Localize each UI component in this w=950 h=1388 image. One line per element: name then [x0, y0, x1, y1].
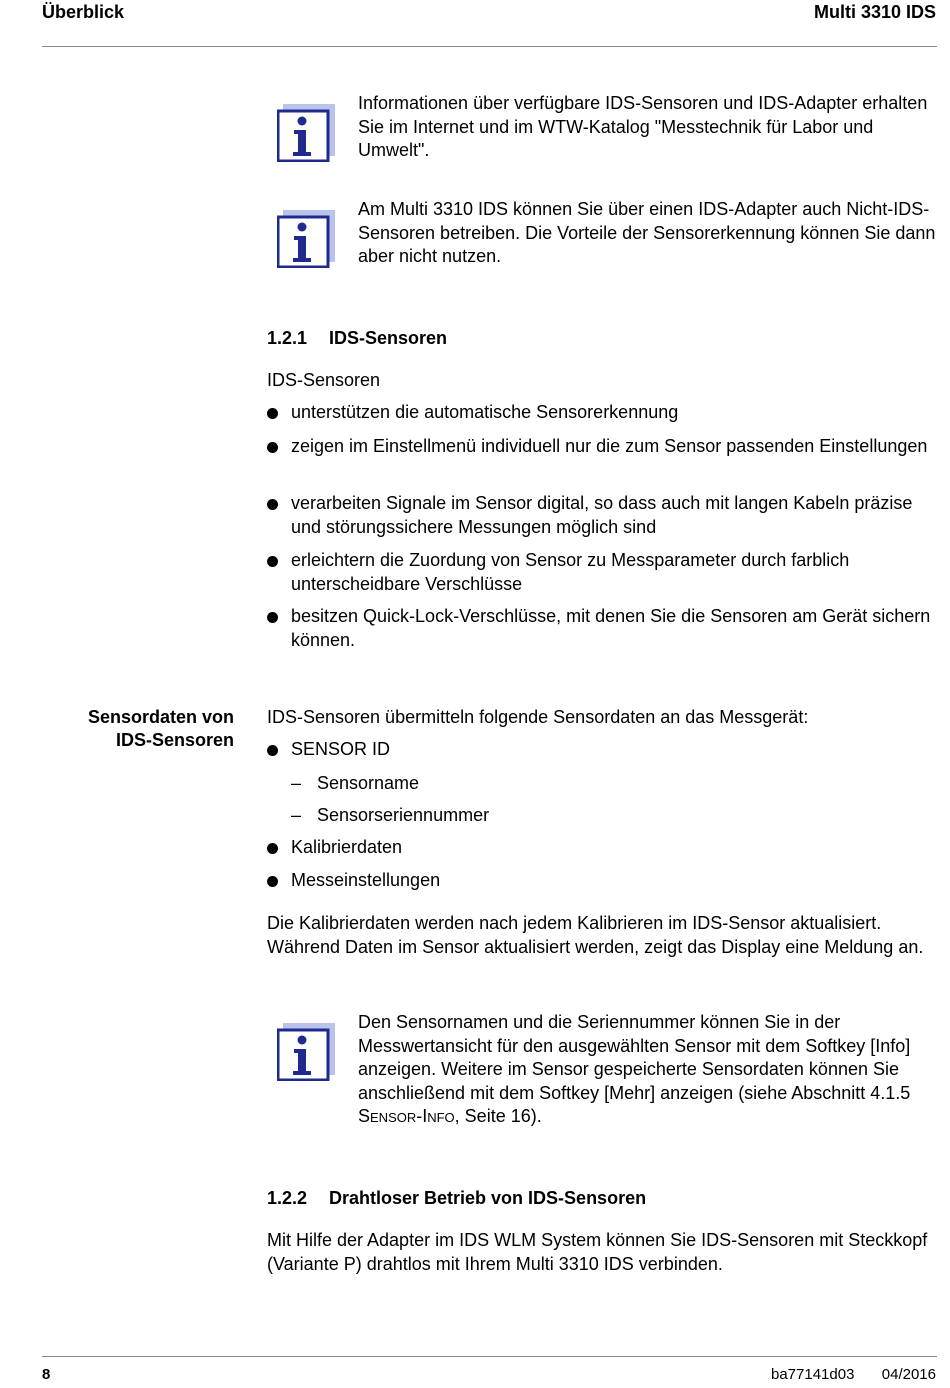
bullet-dot: [267, 556, 278, 567]
bullet-dot: [267, 745, 278, 756]
document-date: 04/2016: [881, 1366, 936, 1383]
list-item: Kalibrierdaten: [267, 836, 939, 860]
section-number: 1.2.2: [267, 1188, 308, 1208]
sub-list-item: – Sensorseriennummer: [291, 805, 490, 825]
bullet-dot: [267, 499, 278, 510]
list-item: SENSOR ID: [267, 738, 939, 762]
wireless-paragraph: Mit Hilfe der Adapter im IDS WLM System können Sie IDS-Sensoren mit Steckkopf (Variante P) drahtlos mit Ihrem Multi 3310 IDS verbinden.: [267, 1230, 928, 1274]
list-item: besitzen Quick-Lock-Verschlüsse, mit denen Sie die Sensoren am Gerät sichern können.: [267, 605, 939, 652]
bullet-dot: [267, 876, 278, 887]
info-icon: [277, 210, 335, 268]
bullet-dot: [267, 612, 278, 623]
side-label: Sensordaten von IDS-Sensoren: [87, 707, 234, 750]
ids-intro: IDS-Sensoren: [267, 370, 381, 390]
sensordata-intro: IDS-Sensoren übermitteln folgende Sensordaten an das Messgerät:: [267, 707, 809, 727]
section-title: IDS-Sensoren: [329, 328, 448, 348]
list-item: erleichtern die Zuordung von Sensor zu Messparameter durch farblich unterscheidbare Verschlüsse: [267, 549, 939, 596]
info-icon: [277, 1023, 335, 1081]
info-icon: [277, 104, 335, 162]
sub-list-item: – Sensorname: [291, 773, 420, 793]
page-number: 8: [42, 1366, 51, 1383]
bullet-dot: [267, 843, 278, 854]
list-item: Messeinstellungen: [267, 869, 939, 893]
note-sensor-info: Den Sensornamen und die Seriennummer können Sie in der Messwertansicht für den ausgewählten Sensor mit dem Softkey [Info] anzeigen. Weitere im Sensor gespeicherte Sensordaten können Sie anschließend mit dem Softkey [Mehr] anzeigen (siehe Abschnitt 4.1.5 Sensor-Info, Seite 16).: [358, 1012, 911, 1126]
section-heading-drahtlos: [267, 1188, 939, 1209]
bullet-dot: [267, 408, 278, 419]
header-product-title: Multi 3310 IDS: [813, 2, 936, 22]
bullet-dot: [267, 442, 278, 453]
note-ids-info: Informationen über verfügbare IDS-Sensoren und IDS-Adapter erhalten Sie im Internet und im WTW-Katalog "Messtechnik für Labor und Umwelt".: [358, 93, 928, 160]
list-item: verarbeiten Signale im Sensor digital, so dass auch mit langen Kabeln präzise und störungssichere Messungen möglich sind: [267, 492, 939, 539]
note-non-ids-sensors: Am Multi 3310 IDS können Sie über einen IDS-Adapter auch Nicht-IDS-Sensoren betreiben. Die Vorteile der Sensorerkennung können Sie dann aber nicht nutzen.: [358, 199, 936, 266]
list-item: unterstützen die automatische Sensorerkennung: [267, 401, 939, 425]
cross-reference[interactable]: Sensor-Info: [358, 1106, 455, 1126]
header-section-title: Überblick: [42, 2, 125, 22]
section-heading-ids-sensoren: [267, 328, 939, 349]
list-item: zeigen im Einstellmenü individuell nur die zum Sensor passenden Einstellungen: [267, 435, 939, 459]
header-rule: [42, 46, 937, 47]
footer-rule: [42, 1356, 937, 1357]
section-number: 1.2.1: [267, 328, 308, 348]
section-title: Drahtloser Betrieb von IDS-Sensoren: [329, 1188, 647, 1208]
document-id: ba77141d03: [771, 1366, 855, 1383]
calibration-paragraph: Die Kalibrierdaten werden nach jedem Kalibrieren im IDS-Sensor aktualisiert. Während Daten im Sensor aktualisiert werden, zeigt das Display eine Meldung an.: [267, 913, 924, 957]
